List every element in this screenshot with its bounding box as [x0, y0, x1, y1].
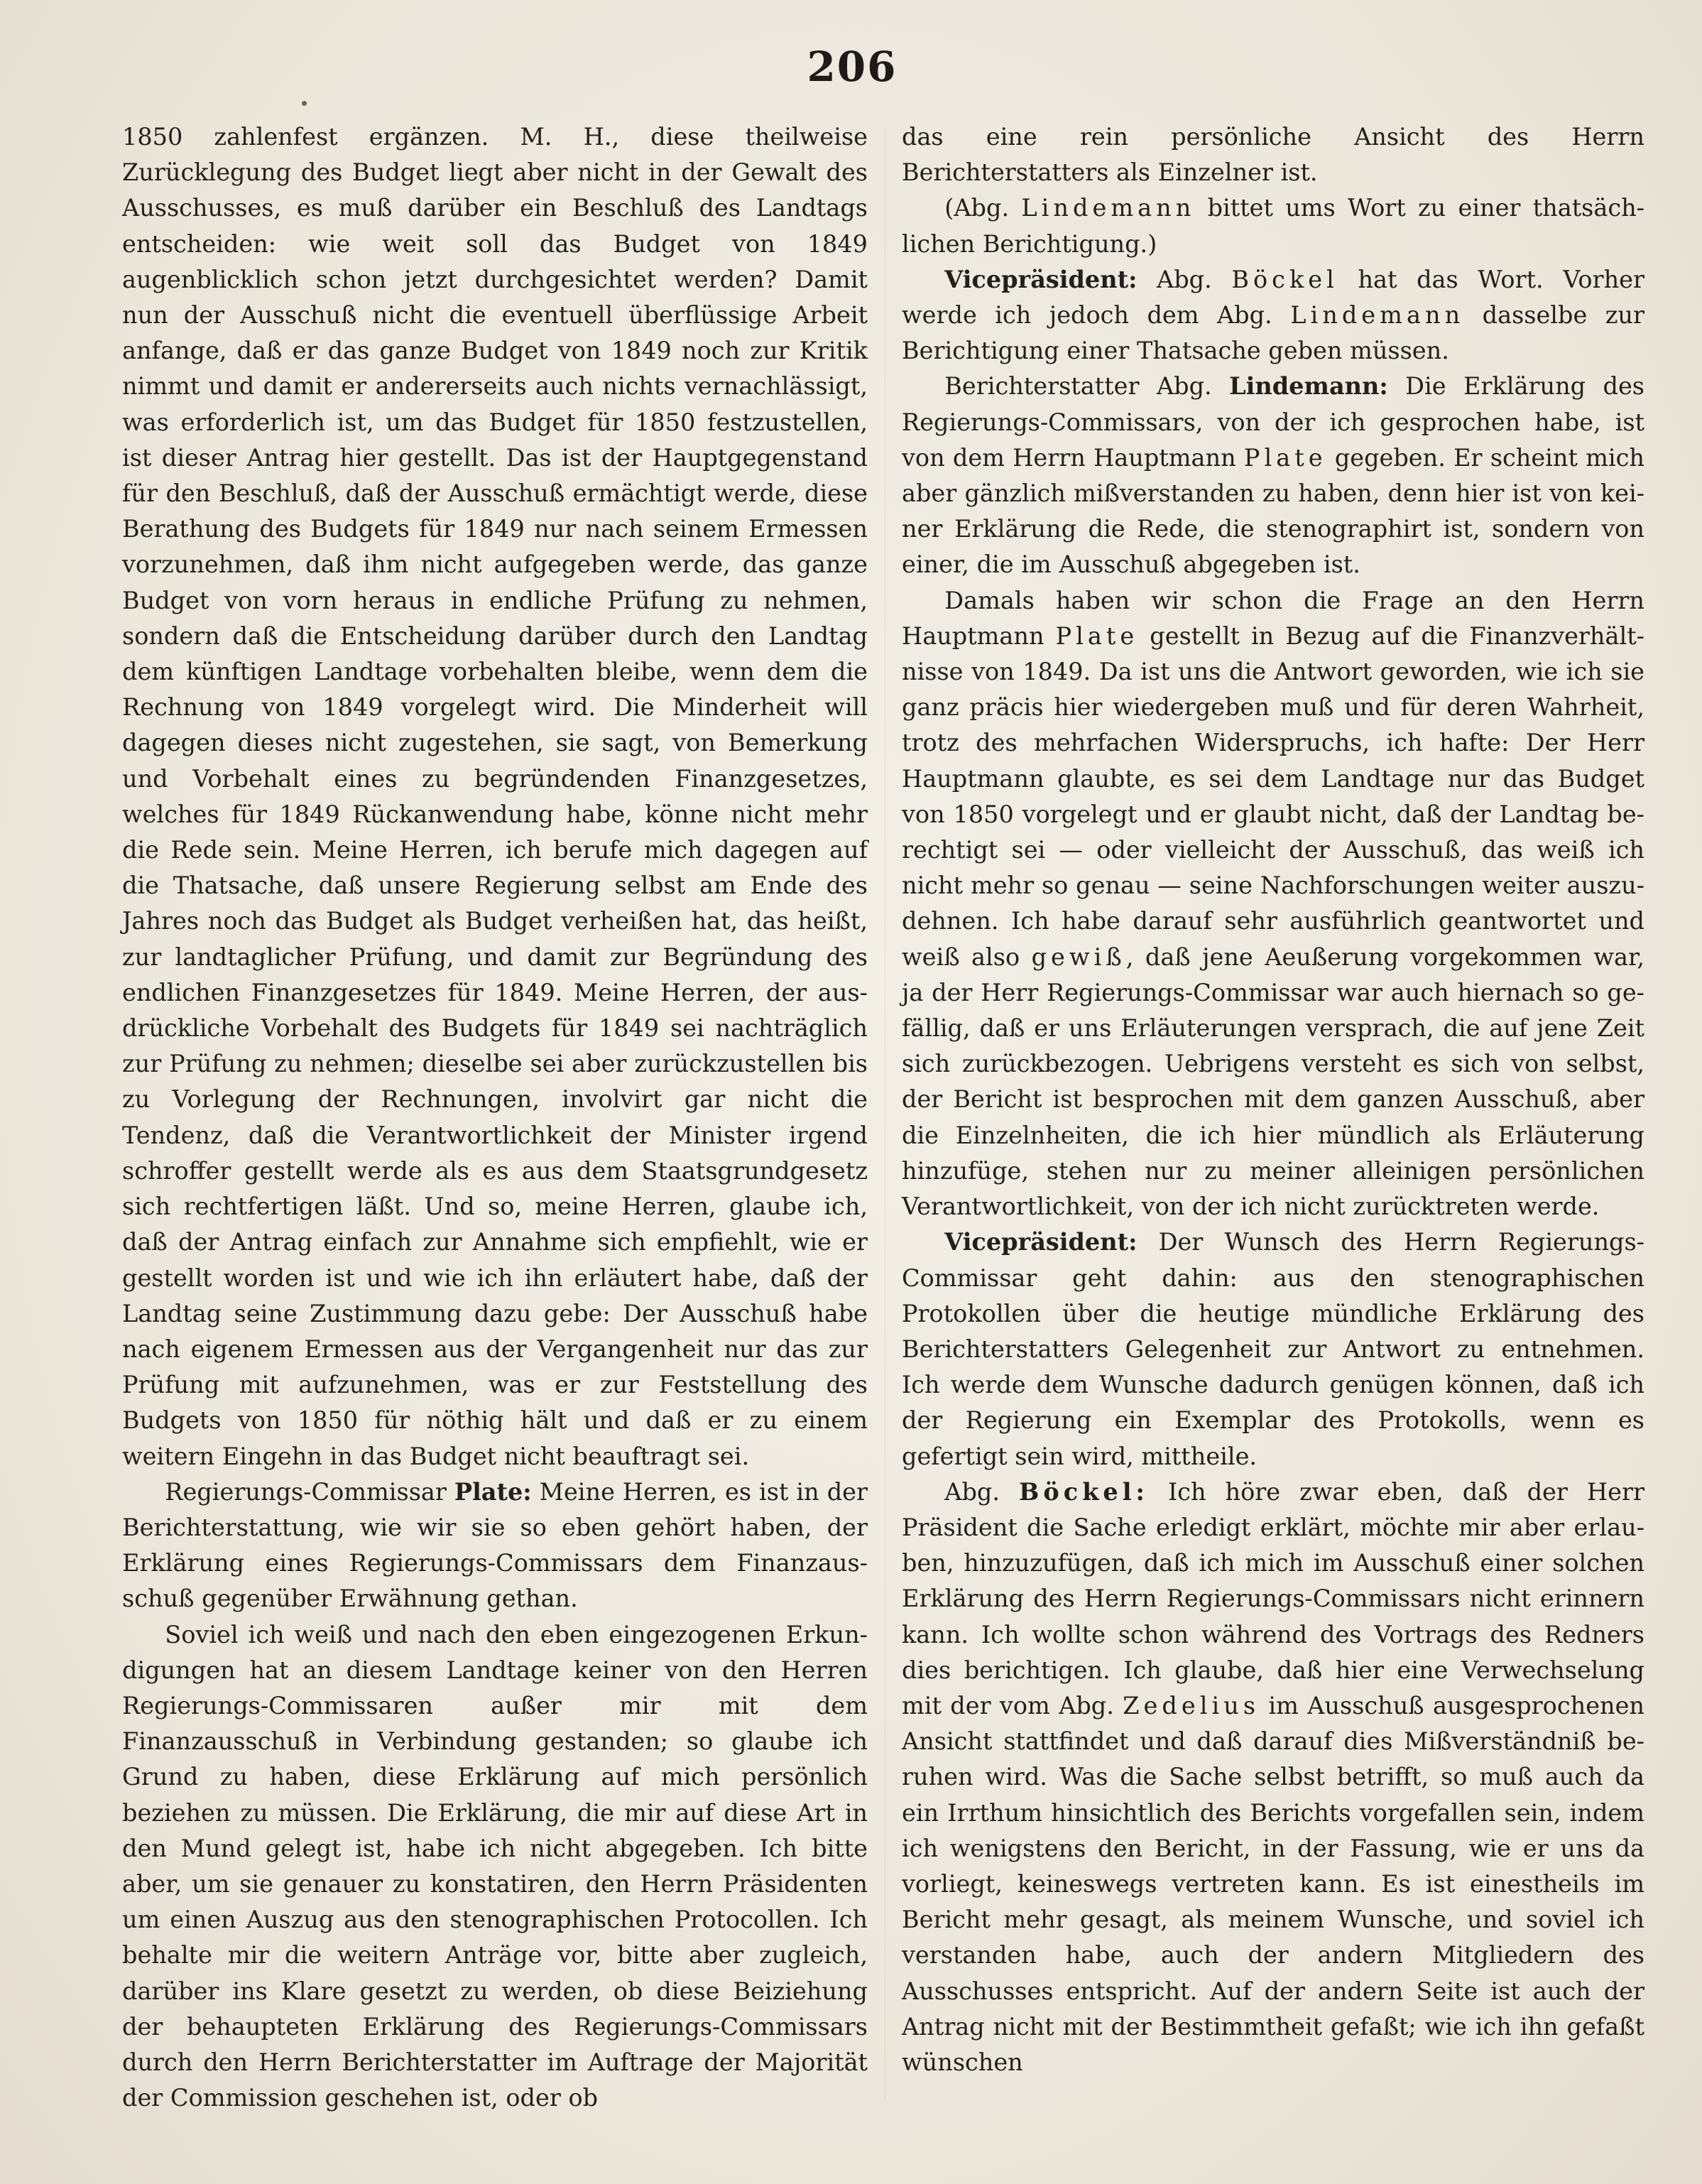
right-paragraph-6: [902, 1224, 1644, 1474]
print-speck: [302, 101, 307, 106]
right-paragraph-7: [902, 1474, 1644, 2080]
speaker-role: Abg.: [944, 1477, 1020, 1506]
spaced-name: Böckel: [1231, 265, 1338, 293]
right-paragraph-1: das eine rein persönliche Ansicht des Herrn Berichterstatters als Einzelner ist.: [902, 123, 1644, 187]
paragraph-text: gegeben. Er scheint mich aber gänzlich mißverstanden zu haben, denn hier ist von keiner Erklärung die Rede, die stenographirt ist, sondern von einer, die im Ausschuß abgegeben ist.: [902, 443, 1644, 579]
spaced-name: Lindemann: [1021, 194, 1196, 222]
paragraph-text: dasselbe zur Berichtigung einer Thatsache geben müssen.: [902, 301, 1644, 365]
paragraph-text: Abg.: [1137, 265, 1232, 293]
paragraph-text: hat das Wort. Vorher werde ich jedoch dem Abg.: [902, 265, 1644, 330]
right-paragraph-3: [902, 262, 1644, 369]
paragraph-text: Die Erklärung des Regierungs-Commissars, von der ich gesprochen habe, ist von dem Herrn Hauptmann: [902, 372, 1644, 472]
spaced-name: Lindemann: [1290, 301, 1465, 330]
speaker-name: Vicepräsident:: [944, 1228, 1138, 1256]
right-column: [902, 119, 1644, 2080]
speaker-name: Plate:: [454, 1477, 532, 1506]
paragraph-text: Ich höre zwar eben, daß der Herr Präsident die Sache erledigt erklärt, möchte mir aber erlauben, hinzuzufügen, daß ich mich im Ausschuß einer solchen Erklärung des Herrn Regierungs-Commissars nicht erinnern kann. Ich wollte schon während des Vortrags des Redners dies berichtigen. Ich glaube, daß hier eine Verwechselung mit der vom Abg.: [902, 1477, 1644, 1720]
left-column: [122, 119, 868, 2116]
paragraph-text: gestellt in Bezug auf die Finanzverhältnisse von 1849. Da ist uns die Antwort geworden, wie ich sie ganz präcis hier wiedergeben muß und für deren Wahrheit, trotz des mehrfachen Widerspruchs, ich hafte: Der Herr Hauptmann glaubte, es sei dem Landtage nur das Budget von 1850 vorgelegt und er glaubt nicht, daß der Landtag berechtigt sei — oder vielleicht der Ausschuß, das weiß ich nicht mehr so genau — seine Nachforschungen weiter auszudehnen. Ich habe darauf sehr ausführlich geantwortet und weiß also: [902, 621, 1644, 971]
right-paragraph-4: [902, 369, 1644, 582]
left-paragraph-3: Soviel ich weiß und nach den eben eingezogenen Erkundigungen hat an diesem Landtage keiner von den Herren Regierungs-Commissaren außer mir mit dem Finanzausschuß in Verbindung gestanden; so glaube ich Grund zu haben, diese Erklärung auf mich persönlich beziehen zu müssen. Die Erklärung, die mir auf diese Art in den Mund gelegt ist, habe ich nicht abgegeben. Ich bitte aber, um sie genauer zu konstatiren, den Herrn Präsidenten um einen Auszug aus den stenographischen Protocollen. Ich behalte mir die weitern Anträge vor, bitte aber zugleich, darüber ins Klare gesetzt zu werden, ob diese Beiziehung der behaupteten Erklärung des Regierungs-Commissars durch den Herrn Berichterstatter im Auftrage der Majorität der Commission geschehen ist, oder ob: [122, 1620, 868, 2112]
page-number: 206: [807, 43, 898, 91]
speaker-name: Lindemann:: [1229, 372, 1388, 401]
speaker-name: Böckel:: [1019, 1477, 1149, 1506]
paragraph-text: bittet ums Wort zu einer thatsächlichen Berichtigung.): [902, 194, 1644, 258]
paragraph-text: (Abg.: [944, 194, 1022, 222]
left-paragraph-1: 1850 zahlenfest ergänzen. M. H., diese theilweise Zurücklegung des Budget liegt aber nicht in der Gewalt des Ausschusses, es muß darüber ein Beschluß des Landtags entscheiden: wie weit soll das Budget von 1849 augenblicklich schon jetzt durchgesichtet werden? Damit nun der Ausschuß nicht die eventuell überflüssige Arbeit anfange, daß er das ganze Budget von 1849 noch zur Kritik nimmt und damit er andererseits auch nichts vernachlässigt, was erforderlich ist, um das Budget für 1850 festzustellen, ist dieser Antrag hier gestellt. Das ist der Hauptgegenstand für den Beschluß, daß der Ausschuß ermächtigt werde, diese Berathung des Budgets für 1849 nur nach seinem Ermessen vorzunehmen, daß ihm nicht aufgegeben werde, das ganze Budget von vorn heraus in endliche Prüfung zu nehmen, sondern daß die Entscheidung darüber durch den Landtag dem künftigen Landtage vorbehalten bleibe, wenn dem die Rechnung von 1849 vorgelegt wird. Die Minderheit will dagegen dieses nicht zugestehen, sie sagt, von Bemerkung und Vorbehalt eines zu begründenden Finanzgesetzes, welches für 1849 Rückanwendung habe, könne nicht mehr die Rede sein. Meine Herren, ich berufe mich dagegen auf die Thatsache, daß unsere Regierung selbst am Ende des Jahres noch das Budget als Budget verheißen hat, das heißt, zur landtaglicher Prüfung, und damit zur Begründung des endlichen Finanzgesetzes für 1849. Meine Herren, der ausdrückliche Vorbehalt des Budgets für 1849 sei nachträglich zur Prüfung zu nehmen; dieselbe sei aber zurückzustellen bis zu Vorlegung der Rechnungen, involvirt gar nicht die Tendenz, daß die Verantwortlichkeit der Minister irgend schroffer gestellt werde als es aus dem Staatsgrundgesetz sich rechtfertigen läßt. Und so, meine Herren, glaube ich, daß der Antrag einfach zur Annahme sich empfiehlt, wie er gestellt worden ist und wie ich ihn erläutert habe, daß der Landtag seine Zustimmung dazu gebe: Der Ausschuß habe nach eigenem Ermessen aus der Vergangenheit nur das zur Prüfung mit aufzunehmen, was er zur Feststellung des Budgets von 1850 für nöthig hält und daß er zu einem weitern Eingehn in das Budget nicht beauftragt sei.: [122, 123, 868, 1470]
spaced-name: Plate: [1055, 621, 1139, 650]
left-paragraph-2: [122, 1474, 868, 1617]
right-paragraph-2: [902, 190, 1644, 261]
paragraph-text: , daß jene Aeußerung vorgekommen war, ja der Herr Regierungs-Commissar war auch hiernach so gefällig, daß er uns Erläuterungen versprach, die auf jene Zeit sich zurückbezogen. Uebrigens versteht es sich von selbst, der Bericht ist besprochen mit dem ganzen Ausschuß, aber die Einzelnheiten, die ich hier mündlich als Erläuterung hinzufüge, stehen nur zu meiner alleinigen persönlichen Verantwortlichkeit, von der ich nicht zurücktreten werde.: [902, 942, 1644, 1221]
paragraph-text: Meine Herren, es ist in der Berichterstattung, wie wir sie so eben gehört haben, der Erklärung eines Regierungs-Commissars dem Finanzausschuß gegenüber Erwähnung gethan.: [122, 1477, 868, 1613]
speaker-role: Berichterstatter Abg.: [944, 372, 1230, 401]
right-paragraph-5: [902, 583, 1644, 1225]
spaced-word: gewiß: [1031, 942, 1126, 971]
spaced-name: Zedelius: [1123, 1691, 1260, 1720]
paragraph-text: Damals haben wir schon die Frage an den Herrn Hauptmann: [902, 586, 1644, 650]
speaker-name: Vicepräsident:: [944, 265, 1138, 293]
speaker-role: Regierungs-Commissar: [165, 1477, 454, 1506]
paragraph-text: im Ausschuß ausgesprochenen Ansicht stattfindet und daß darauf dies Mißverständniß beruhen wird. Was die Sache selbst betrifft, so muß auch da ein Irrthum hinsichtlich des Berichts vorgefallen sein, indem ich wenigstens den Bericht, in der Fassung, wie er uns da vorliegt, keineswegs vertreten kann. Es ist einestheils im Bericht mehr gesagt, als meinem Wunsche, und soviel ich verstanden habe, auch der andern Mitgliedern des Ausschusses entspricht. Auf der andern Seite ist auch der Antrag nicht mit der Bestimmtheit gefaßt; wie ich ihn gefaßt wünschen: [902, 1691, 1644, 2076]
spaced-name: Plate: [1243, 443, 1327, 472]
paragraph-text: Der Wunsch des Herrn Regierungs-Commissar geht dahin: aus den stenographischen Protokollen über die heutige mündliche Erklärung des Berichterstatters Gelegenheit zur Antwort zu entnehmen. Ich werde dem Wunsche dadurch genügen können, daß ich der Regierung ein Exemplar des Protokolls, wenn es gefertigt sein wird, mittheile.: [902, 1228, 1644, 1470]
